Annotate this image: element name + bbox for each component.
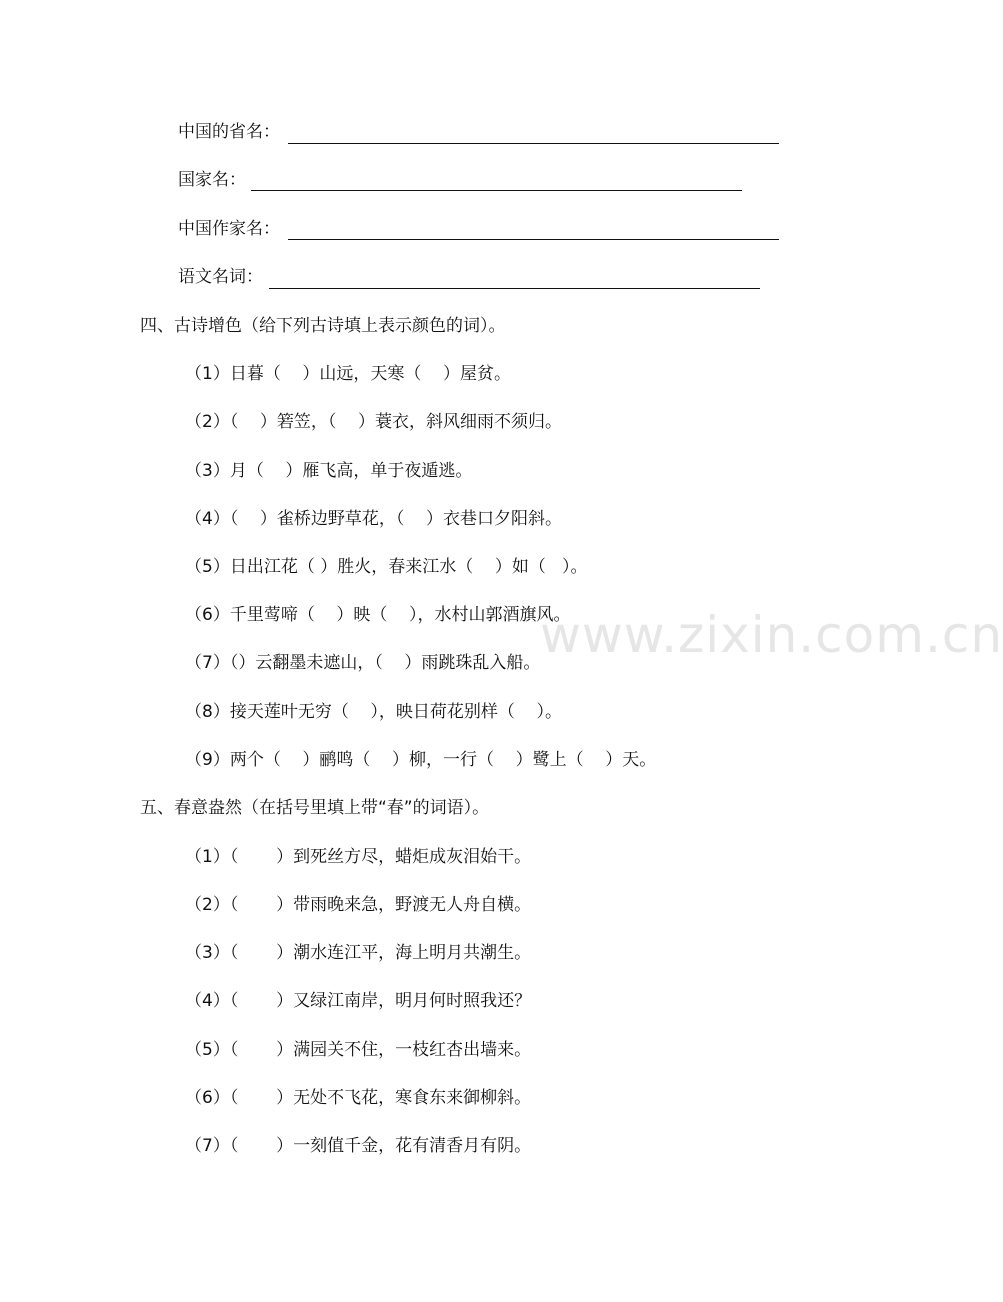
poem-item: （1）日暮（ ）山远，天寒（ ）屋贫。	[185, 364, 512, 384]
fill-label-terms: 语文名词：	[178, 267, 263, 287]
fill-blank-provinces[interactable]	[288, 143, 779, 144]
fill-blank-terms[interactable]	[269, 288, 760, 289]
fill-label-writers: 中国作家名：	[178, 219, 280, 239]
poem-item: （2）（ ）箬笠，（ ）蓑衣，斜风细雨不须归。	[185, 412, 563, 432]
poem-item: （4）（ ）雀桥边野草花，（ ）衣巷口夕阳斜。	[185, 509, 563, 529]
poem-item: （1）（ ）到死丝方尽，蜡炬成灰泪始干。	[185, 847, 532, 867]
poem-item: （3）（ ）潮水连江平，海上明月共潮生。	[185, 943, 532, 963]
section-heading: 四、古诗增色（给下列古诗填上表示颜色的词）。	[140, 316, 506, 336]
poem-item: （5）（ ）满园关不住，一枝红杏出墙来。	[185, 1040, 532, 1060]
poem-item: （6）（ ）无处不飞花，寒食东来御柳斜。	[185, 1088, 532, 1108]
poem-item: （5）日出江花（ ）胜火，春来江水（ ）如（ ）。	[185, 557, 588, 577]
poem-item: （7）（ ）一刻值千金，花有清香月有阴。	[185, 1136, 532, 1156]
poem-item: （8）接天莲叶无穷（ ），映日荷花别样（ ）。	[185, 702, 563, 722]
poem-item: （4）（ ）又绿江南岸，明月何时照我还？	[185, 991, 532, 1011]
poem-item: （9）两个（ ）鹂鸣（ ）柳，一行（ ）鹭上（ ）天。	[185, 750, 657, 770]
poem-item: （6）千里莺啼（ ）映（ ），水村山郭酒旗风。	[185, 605, 571, 625]
section-heading: 五、春意盎然（在括号里填上带“春”的词语）。	[140, 798, 490, 818]
poem-item: （7）（）云翻墨未遮山，（ ）雨跳珠乱入船。	[185, 653, 541, 673]
poem-item: （3）月（ ）雁飞高，单于夜遁逃。	[185, 461, 473, 481]
fill-blank-countries[interactable]	[251, 190, 742, 191]
fill-label-provinces: 中国的省名：	[178, 122, 280, 142]
fill-blank-writers[interactable]	[288, 239, 779, 240]
fill-label-countries: 国家名：	[178, 170, 246, 190]
poem-item: （2）（ ）带雨晚来急，野渡无人舟自横。	[185, 895, 532, 915]
watermark: www.zixin.com.cn	[540, 606, 1003, 664]
